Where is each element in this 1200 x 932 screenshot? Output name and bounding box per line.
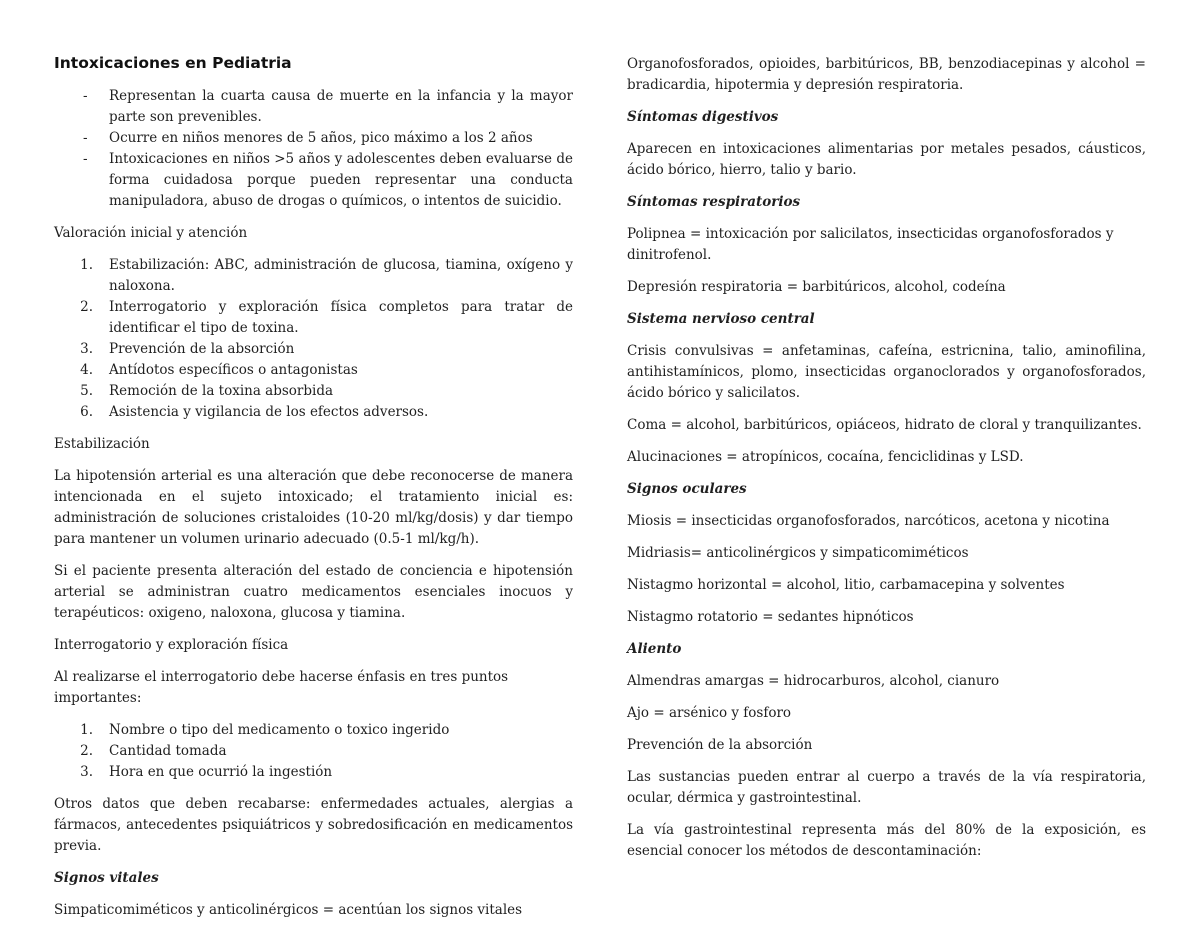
- paragraph-medicamentos: Si el paciente presenta alteración del estado de conciencia e hipotensión arterial se administran cuatro medicamentos esenciales inocuos y terapéuticos: oxigeno, naloxona, glucosa y tiamina.: [54, 563, 573, 621]
- paragraph-ajo: Ajo = arsénico y fosforo: [627, 705, 792, 721]
- list-item: [54, 381, 573, 402]
- paragraph-vias-entrada: Las sustancias pueden entrar al cuerpo a través de la vía respiratoria, ocular, dérmica y gastrointestinal.: [627, 769, 1146, 806]
- bullet-marker: -: [83, 130, 88, 146]
- section-heading-interrogatorio: Interrogatorio y exploración física: [54, 637, 289, 653]
- list-item-text: Remoción de la toxina absorbida: [109, 383, 334, 399]
- list-item-text: Hora en que ocurrió la ingestión: [109, 764, 333, 780]
- list-item: [54, 149, 573, 212]
- list-item: [54, 255, 573, 297]
- paragraph-midriasis: Midriasis= anticolinérgicos y simpaticomiméticos: [627, 545, 969, 561]
- paragraph-crisis-convulsivas: Crisis convulsivas = anfetaminas, cafeína, estricnina, talio, aminofilina, antihistamínicos, plomo, insecticidas organoclorados y organofosforados, ácido bórico y salicilatos.: [627, 343, 1146, 401]
- valoracion-list: [54, 255, 573, 423]
- list-item: [54, 128, 573, 149]
- paragraph-almendras: Almendras amargas = hidrocarburos, alcohol, cianuro: [627, 673, 1000, 689]
- left-column: [54, 50, 573, 932]
- list-item-text: Ocurre en niños menores de 5 años, pico máximo a los 2 años: [109, 130, 533, 146]
- section-heading-respiratorios: Síntomas respiratorios: [627, 194, 801, 210]
- right-column: [627, 50, 1146, 873]
- section-heading-valoracion: Valoración inicial y atención: [54, 225, 248, 241]
- bullet-marker: -: [83, 151, 88, 167]
- paragraph-otros-datos: Otros datos que deben recabarse: enfermedades actuales, alergias a fármacos, antecedentes psiquiátricos y sobredosificación en medicamentos previa.: [54, 796, 573, 854]
- paragraph-coma: Coma = alcohol, barbitúricos, opiáceos, hidrato de cloral y tranquilizantes.: [627, 417, 1142, 433]
- section-heading-oculares: Signos oculares: [627, 481, 747, 497]
- paragraph-interrogatorio-intro: Al realizarse el interrogatorio debe hacerse énfasis en tres puntos importantes:: [54, 669, 509, 706]
- list-number: 1.: [80, 257, 93, 273]
- list-number: 5.: [80, 383, 93, 399]
- paragraph-nistagmo-rotatorio: Nistagmo rotatorio = sedantes hipnóticos: [627, 609, 914, 625]
- paragraph-bradicardia: Organofosforados, opioides, barbitúricos, BB, benzodiacepinas y alcohol = bradicardia, hipotermia y depresión respiratoria.: [627, 56, 1146, 93]
- list-number: 3.: [80, 341, 93, 357]
- page-title: Intoxicaciones en Pediatria: [54, 54, 292, 72]
- section-heading-signos-vitales: Signos vitales: [54, 870, 159, 886]
- paragraph-signos-vitales: Simpaticomiméticos y anticolinérgicos = acentúan los signos vitales: [54, 902, 523, 918]
- list-number: 3.: [80, 764, 93, 780]
- paragraph-polipnea: Polipnea = intoxicación por salicilatos, insecticidas organofosforados y dinitrofenol.: [627, 226, 1114, 263]
- paragraph-miosis: Miosis = insecticidas organofosforados, narcóticos, acetona y nicotina: [627, 513, 1110, 529]
- list-item: [54, 762, 573, 783]
- list-item-text: Nombre o tipo del medicamento o toxico ingerido: [109, 722, 450, 738]
- bullet-marker: -: [83, 88, 88, 104]
- list-item: [54, 720, 573, 741]
- list-item-text: Intoxicaciones en niños >5 años y adolescentes deben evaluarse de forma cuidadosa porque pueden representar una conducta manipuladora, abuso de drogas o químicos, o intentos de suicidio.: [109, 151, 573, 209]
- list-item-text: Estabilización: ABC, administración de glucosa, tiamina, oxígeno y naloxona.: [109, 257, 573, 294]
- list-item: [54, 741, 573, 762]
- list-item-text: Interrogatorio y exploración física completos para tratar de identificar el tipo de toxina.: [109, 299, 573, 336]
- section-heading-digestivos: Síntomas digestivos: [627, 109, 779, 125]
- list-item-text: Prevención de la absorción: [109, 341, 295, 357]
- list-number: 1.: [80, 722, 93, 738]
- section-heading-aliento: Aliento: [627, 641, 682, 657]
- list-number: 4.: [80, 362, 93, 378]
- list-number: 2.: [80, 299, 93, 315]
- paragraph-via-gastrointestinal: La vía gastrointestinal representa más del 80% de la exposición, es esencial conocer los métodos de descontaminación:: [627, 822, 1146, 859]
- interrogatorio-list: [54, 720, 573, 783]
- paragraph-depresion-respiratoria: Depresión respiratoria = barbitúricos, alcohol, codeína: [627, 279, 1006, 295]
- section-heading-prevencion: Prevención de la absorción: [627, 737, 813, 753]
- list-item-text: Asistencia y vigilancia de los efectos adversos.: [109, 404, 429, 420]
- paragraph-nistagmo-horizontal: Nistagmo horizontal = alcohol, litio, carbamacepina y solventes: [627, 577, 1065, 593]
- section-heading-estabilizacion: Estabilización: [54, 436, 150, 452]
- section-heading-snc: Sistema nervioso central: [627, 311, 815, 327]
- paragraph-hipotension: La hipotensión arterial es una alteración que debe reconocerse de manera intencionada en el sujeto intoxicado; el tratamiento inicial es: administración de soluciones cristaloides (10-20 ml/kg/dosis) y dar tiempo para mantener un volumen urinario adecuado (0.5-1 ml/kg/h).: [54, 468, 573, 547]
- list-number: 6.: [80, 404, 93, 420]
- list-item-text: Representan la cuarta causa de muerte en la infancia y la mayor parte son prevenibles.: [109, 88, 573, 125]
- list-item: [54, 86, 573, 128]
- list-item-text: Antídotos específicos o antagonistas: [109, 362, 358, 378]
- list-item: [54, 297, 573, 339]
- list-number: 2.: [80, 743, 93, 759]
- intro-bullet-list: [54, 86, 573, 212]
- list-item-text: Cantidad tomada: [109, 743, 227, 759]
- list-item: [54, 360, 573, 381]
- paragraph-alucinaciones: Alucinaciones = atropínicos, cocaína, fenciclidinas y LSD.: [627, 449, 1024, 465]
- paragraph-digestivos: Aparecen en intoxicaciones alimentarias por metales pesados, cáusticos, ácido bórico, hierro, talio y bario.: [627, 141, 1146, 178]
- list-item: [54, 402, 573, 423]
- list-item: [54, 339, 573, 360]
